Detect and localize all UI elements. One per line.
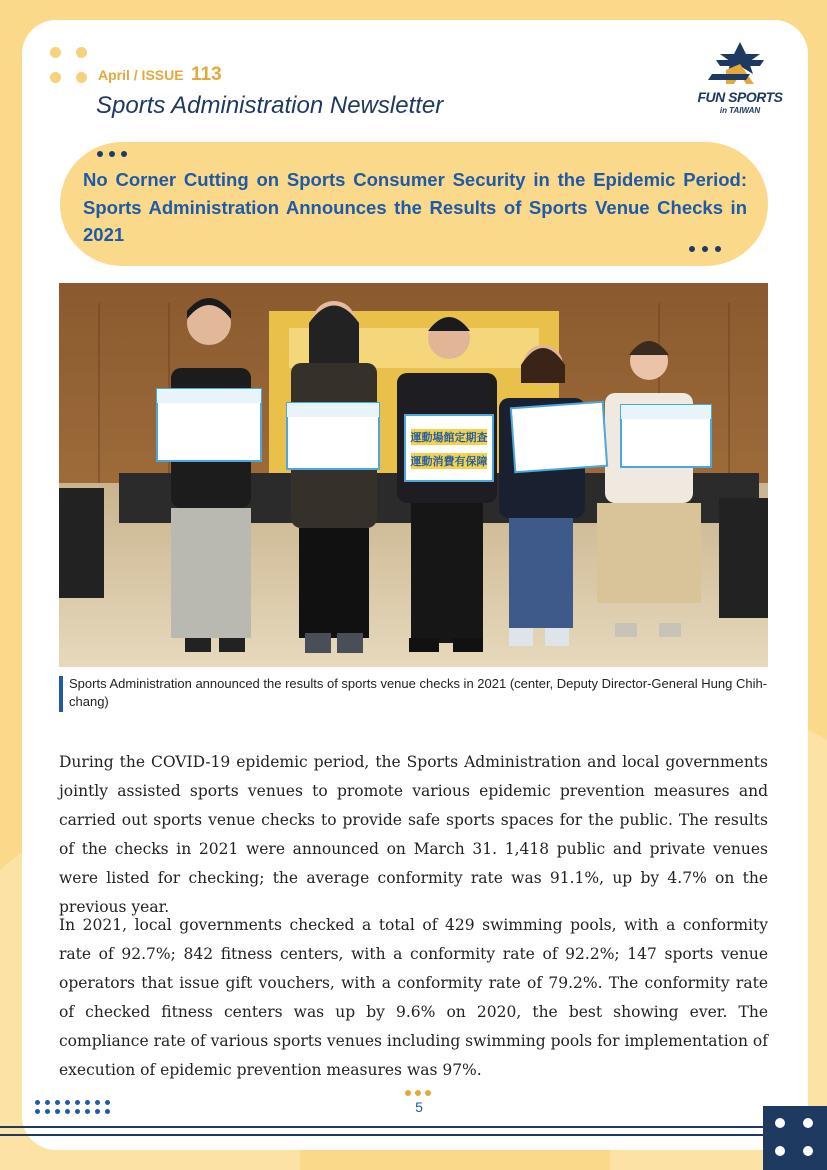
star-athlete-icon [690, 40, 790, 90]
article-title: No Corner Cutting on Sports Consumer Security in the Epidemic Period: Sports Administration Announces the Results of Sports Venue Checks in 2021 [83, 169, 747, 245]
issue-label: April / ISSUE [98, 67, 184, 83]
footer-line-2 [0, 1134, 780, 1136]
body-paragraph-1: During the COVID-19 epidemic period, the Sports Administration and local governments jointly assisted sports venues to promote various epidemic prevention measures and carried out sports venue checks to provide safe sports spaces for the public. The results of the checks in 2021 were announced on March 31. 1,418 public and private venues were listed for checking; the average conformity rate was 91.1%, up by 4.7% on the previous year. [59, 753, 768, 916]
corner-dots-square [763, 1106, 827, 1170]
logo-subtext: in TAIWAN [719, 106, 761, 115]
photo-caption: Sports Administration announced the results of sports venue checks in 2021 (center, Deputy Director-General Hung Chih-chang) [69, 676, 768, 709]
sign-text-1: 運動場館定期查 [410, 431, 488, 444]
footer-line-1 [0, 1126, 780, 1128]
caption-accent-bar [59, 676, 63, 712]
body-paragraph-2: In 2021, local governments checked a total of 429 swimming pools, with a conformity rate of 92.7%; 842 fitness centers, with a conformity rate of 92.2%; 147 sports venue operators that issue gift vouchers, with a conformity rate of 79.2%. The conformity rate of checked fitness centers was up by 9.6% on 2020, the best showing ever. The compliance rate of various sports venues including swimming pools for implementation of execution of epidemic prevention measures was 97%. [59, 916, 768, 1079]
issue-number: 113 [191, 64, 222, 85]
press-conference-photo [59, 283, 768, 667]
issue-line [98, 64, 222, 86]
newsletter-title: Sports Administration Newsletter [96, 92, 444, 119]
fun-sports-logo [690, 40, 790, 124]
sign-text-2: 運動消費有保障 [410, 455, 488, 468]
logo-text: FUN SPORTS [697, 89, 783, 105]
page-number: 5 [415, 1099, 423, 1115]
